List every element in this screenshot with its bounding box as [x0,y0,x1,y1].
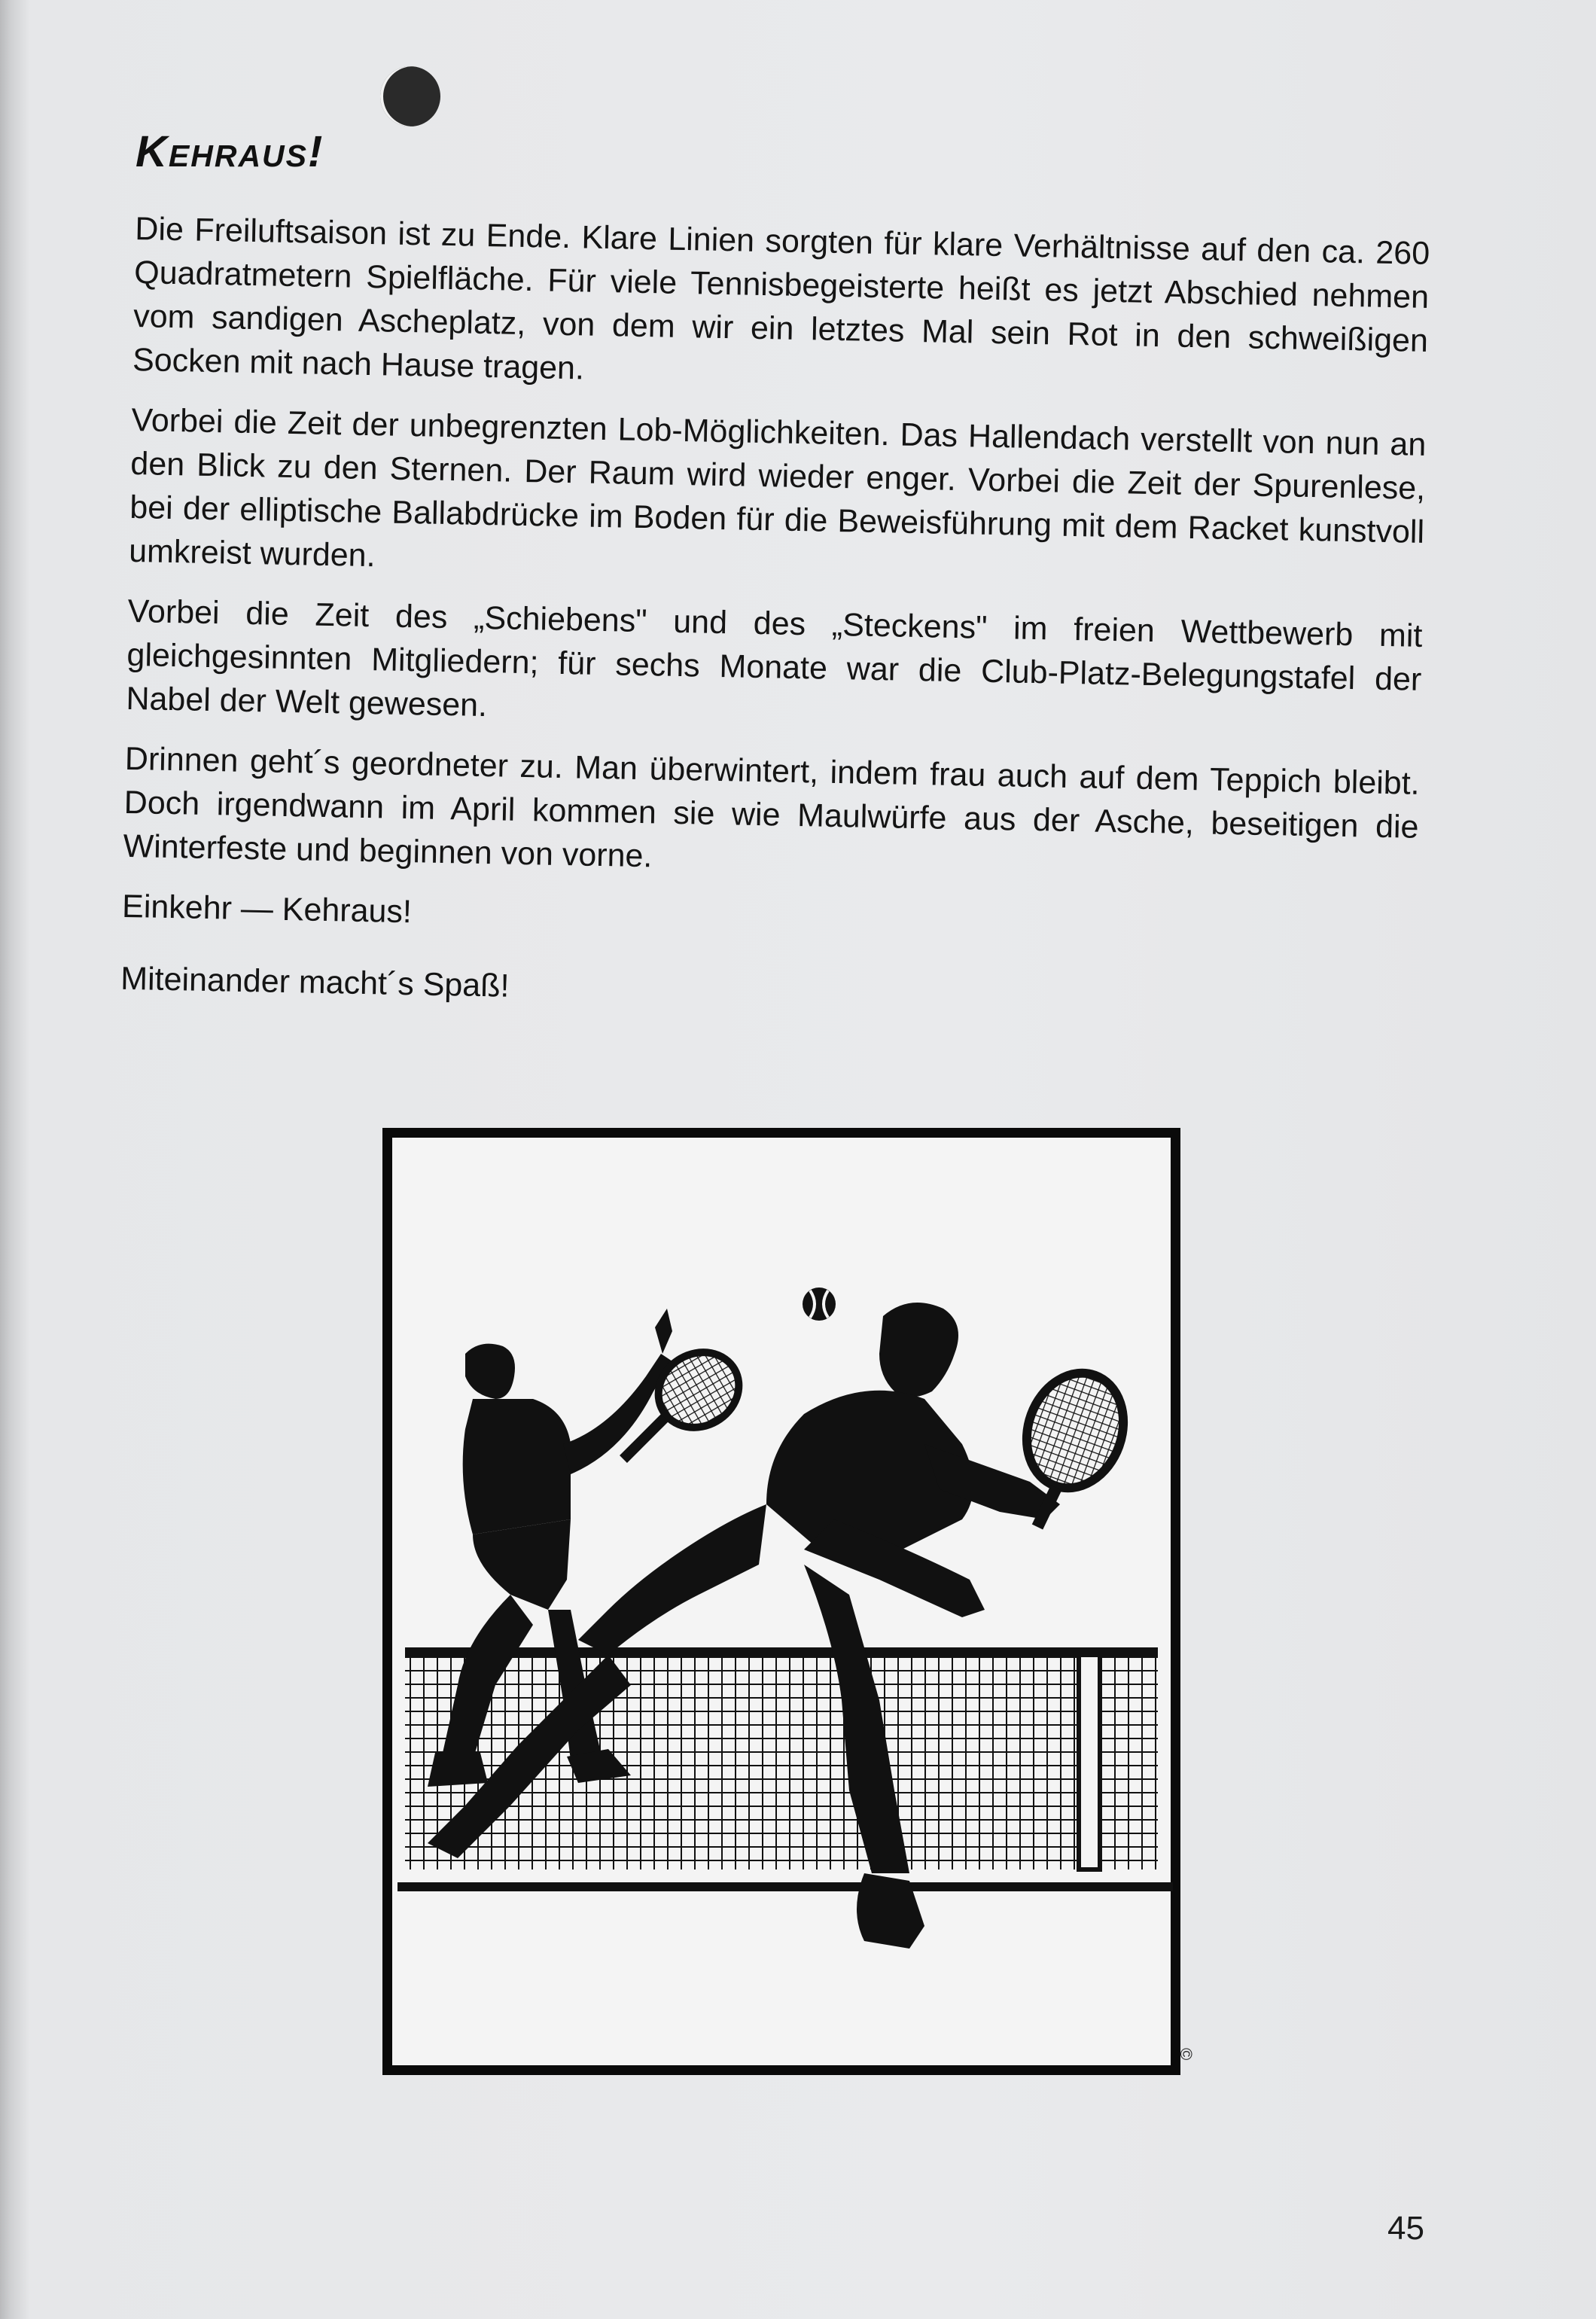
closing-line-2: Miteinander macht´s Spaß! [120,960,510,1004]
page-number: 45 [1387,2210,1424,2247]
paragraph-2: Vorbei die Zeit der unbegrenzten Lob-Möglichkeiten. Das Hallendach verstellt von nun an den Blick zu den Sternen. Der Raum wird wieder enger. Vorbei die Zeit der Spurenlese, bei der elliptische Ballabdrücke im Boden für die Beweisführung mit dem Racket kunstvoll umkreist wurden. [128,401,1427,574]
paragraph-3: Vorbei die Zeit des „Schiebens" und des „Steckens" im freien Wettbewerb mit gleichgesinnten Mitgliedern; für sechs Monate war die Club-Platz-Belegungstafel der Nabel der Welt gewesen. [126,593,1423,724]
copyright-mark: © [1177,2048,1195,2061]
tennis-illustration [382,1128,1180,2075]
paragraph-1: Die Freiluftsaison ist zu Ende. Klare Linien sorgten für klare Verhältnisse auf den ca. 260 Quadratmetern Spielfläche. Für viele Tennisbegeisterte heißt es jetzt Abschied nehmen vom sandigen Ascheplatz, von dem wir ein letztes Mal sein Rot in den schweißigen Socken mit nach Hause tragen. [132,210,1430,387]
paragraph-4: Drinnen geht´s geordneter zu. Man überwintert, indem frau auch auf dem Teppich bleibt. Doch irgendwann im April kommen sie wie Maulwürfe aus der Asche, beseitigen die Winterfeste und beginnen von vorne. [123,740,1421,875]
page-title: Kehraus! [136,127,324,176]
body-text [120,207,1430,1054]
court-line [397,1882,1173,1891]
closing-line-1: Einkehr — Kehraus! [121,888,413,931]
punch-hole [380,66,440,126]
tennis-ball [803,1287,836,1321]
